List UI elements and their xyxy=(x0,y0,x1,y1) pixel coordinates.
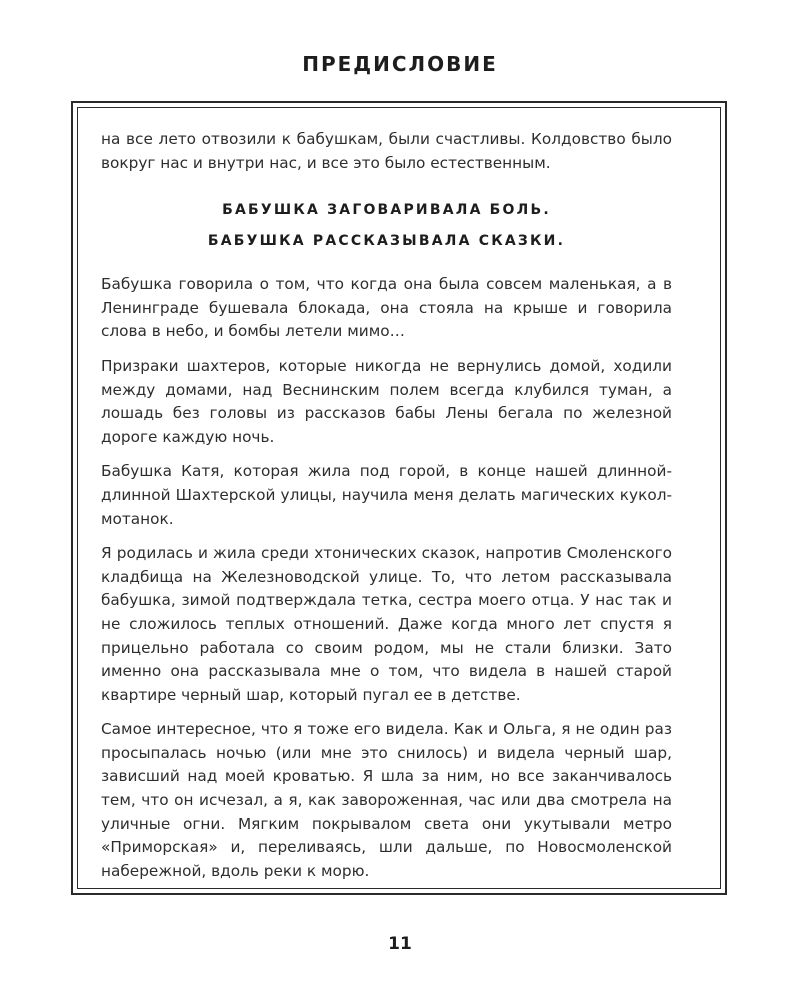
paragraph-1: на все лето отвозили к бабушкам, были счастливы. Колдовство было вокруг нас и внутри нас, и все это было естественным. xyxy=(101,130,672,172)
page-header-title: ПРЕДИСЛОВИЕ xyxy=(302,52,498,76)
callout-line-2: БАБУШКА РАССКАЗЫВАЛА СКАЗКИ. xyxy=(207,233,566,250)
page-body xyxy=(101,128,672,894)
paragraph-5: Я родилась и жила среди хтонических сказок, напротив Смоленского кладбища на Железноводской улице. То, что летом рассказывала бабушка, зимой подтверждала тетка, сестра моего отца. У нас так и не сложилось теплых отношений. Даже когда много лет спустя я прицельно работала со своим родом, мы не стали близки. Зато именно она рассказывала мне о том, что видела в нашей старой квартире черный шар, который пугал ее в детстве. xyxy=(101,544,672,704)
page-number: 11 xyxy=(388,934,412,954)
callout-quote xyxy=(101,195,672,257)
callout-line-1: БАБУШКА ЗАГОВАРИВАЛА БОЛЬ. xyxy=(222,202,551,219)
paragraph-2: Бабушка говорила о том, что когда она была совсем маленькая, а в Ленинграде бушевала блокада, она стояла на крыше и говорила слова в небо, и бомбы летели мимо… xyxy=(101,275,672,341)
paragraph-6: Самое интересное, что я тоже его видела. Как и Ольга, я не один раз просыпалась ночью (или мне это снилось) и видела черный шар, зависший над моей кроватью. Я шла за ним, но все заканчивалось тем, что он исчезал, а я, как завороженная, час или два смотрела на уличные огни. Мягким покрывалом света они укутывали метро «Приморская» и, переливаясь, шли дальше, по Новосмоленской набережной, вдоль реки к морю. xyxy=(101,720,672,880)
paragraph-3: Призраки шахтеров, которые никогда не вернулись домой, ходили между домами, над Веснинским полем всегда клубился туман, а лошадь без головы из рассказов бабы Лены бегала по железной дороге каждую ночь. xyxy=(101,356,672,446)
paragraph-4: Бабушка Катя, которая жила под горой, в конце нашей длинной-длинной Шахтерской улицы, научила меня делать магических кукол-мотанок. xyxy=(101,462,672,528)
